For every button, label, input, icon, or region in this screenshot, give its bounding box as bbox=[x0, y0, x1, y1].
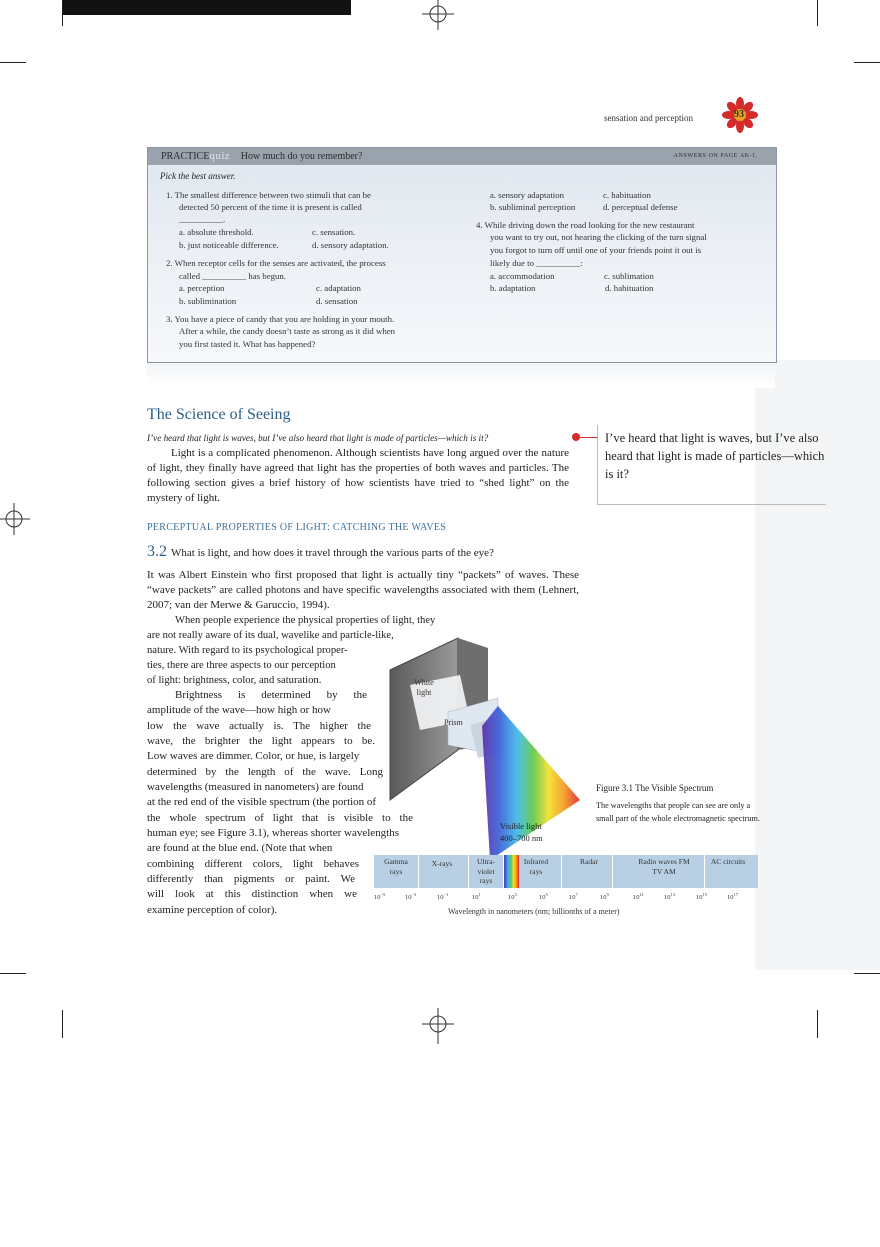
paragraph-4-line: are found at the blue end. (Note that when bbox=[147, 842, 333, 854]
quiz-q2-option-c: c. adaptation bbox=[316, 283, 361, 293]
quiz-q3-option-d: d. perceptual defense bbox=[603, 202, 678, 212]
quiz-q4-line: likely due to __________: bbox=[490, 258, 583, 268]
quiz-q1-line: 1. The smallest difference between two stimuli that can be bbox=[166, 190, 371, 200]
prism-illustration bbox=[370, 630, 590, 860]
crop-mark bbox=[854, 62, 880, 63]
quiz-shadow bbox=[147, 361, 775, 388]
paragraph-4-line: will look at this distinction when we bbox=[147, 888, 357, 900]
crop-mark bbox=[854, 973, 880, 974]
paragraph-4-line: Low waves are dimmer. Color, or hue, is largely bbox=[147, 750, 360, 762]
quiz-q1-option-b: b. just noticeable difference. bbox=[179, 240, 279, 250]
quiz-q3-option-a: a. sensory adaptation bbox=[490, 190, 565, 200]
paragraph-4-line: at the red end of the visible spectrum (the portion of bbox=[147, 796, 377, 808]
paragraph-4-line: differently than pigments or paint. We bbox=[147, 873, 355, 885]
quiz-q2-option-d: d. sensation bbox=[316, 296, 358, 306]
band-divider bbox=[704, 855, 705, 888]
tick-label: $10^{17}$ bbox=[727, 892, 738, 902]
tick-label: $10^{13}$ bbox=[664, 892, 675, 902]
visible-band bbox=[503, 855, 519, 888]
quiz-q4-line: you want to try out, not hearing the clicking of the turn signal bbox=[490, 232, 707, 242]
quiz-q4-line: you forgot to turn off until one of your friends point it out is bbox=[490, 245, 702, 255]
band-divider bbox=[561, 855, 562, 888]
quiz-q4-option-c: c. sublimation bbox=[604, 271, 654, 281]
quiz-subtitle: How much do you remember? bbox=[240, 151, 363, 162]
registration-mark-icon bbox=[420, 1008, 456, 1044]
learning-question-number: 3.2 bbox=[147, 543, 167, 560]
tick-label: $10^5$ bbox=[539, 892, 548, 902]
section-title: The Science of Seeing bbox=[147, 406, 291, 423]
subsection-heading: PERCEPTUAL PROPERTIES OF LIGHT: CATCHING THE WAVES bbox=[147, 522, 447, 533]
paragraph-4-line: wavelengths (measured in nanometers) are found bbox=[147, 781, 364, 793]
band-label: Radio waves FM TV AM bbox=[638, 857, 690, 876]
quiz-header-bar bbox=[148, 148, 776, 165]
axis-label: Wavelength in nanometers (nm; billionths of a meter) bbox=[448, 907, 620, 916]
tick-label: $10^{15}$ bbox=[696, 892, 707, 902]
quiz-q3-line: 3. You have a piece of candy that you are holding in your mouth. bbox=[166, 314, 395, 324]
quiz-q2-line: called __________ has begun. bbox=[179, 271, 287, 281]
registration-mark-icon bbox=[0, 503, 30, 535]
page-number: 93 bbox=[734, 109, 744, 120]
tick-label: $10^{-5}$ bbox=[374, 892, 386, 902]
band-divider bbox=[503, 855, 504, 888]
running-head: sensation and perception bbox=[604, 113, 693, 123]
paragraph-4-line: human eye; see Figure 3.1), whereas shorter wavelengths bbox=[147, 827, 400, 839]
band-divider bbox=[468, 855, 469, 888]
quiz-q1-option-d: d. sensory adaptation. bbox=[312, 240, 389, 250]
visible-range-label: 400–700 nm bbox=[500, 833, 543, 843]
quiz-q2-line: 2. When receptor cells for the senses are activated, the process bbox=[166, 258, 386, 268]
paragraph-1: Light is a complicated phenomenon. Although scientists have long argued over the nature of light, they finally have agreed that light has the properties of both waves and particles. The following section gives a brief history of how scientists have tried to “shed light” on the mystery of light. bbox=[147, 447, 569, 505]
printer-bar bbox=[62, 0, 351, 15]
quiz-q2-option-a: a. perception bbox=[179, 283, 225, 293]
band-label: X-rays bbox=[431, 859, 453, 868]
quiz-q4-option-d: d. habituation bbox=[605, 283, 654, 293]
paragraph-4-line: combining different colors, light behaves bbox=[147, 858, 359, 870]
quiz-q2-option-b: b. sublimination bbox=[179, 296, 237, 306]
paragraph-4-line: examine perception of color). bbox=[147, 904, 278, 916]
quiz-q1-line: detected 50 percent of the time it is present is called bbox=[179, 202, 362, 212]
quiz-q3-line: you first tasted it. What has happened? bbox=[179, 339, 316, 349]
tick-label: $10^{11}$ bbox=[633, 892, 644, 902]
quiz-q3-option-c: c. habituation bbox=[603, 190, 651, 200]
quiz-q4-option-a: a. accommodation bbox=[490, 271, 555, 281]
quiz-q4-option-b: b. adaptation bbox=[490, 283, 536, 293]
band-divider bbox=[418, 855, 419, 888]
quiz-q4-line: 4. While driving down the road looking for the new restaurant bbox=[476, 220, 695, 230]
band-label: Radar bbox=[580, 857, 598, 866]
paragraph-4-line: Brightness is determined by the bbox=[175, 689, 367, 701]
crop-mark bbox=[0, 62, 26, 63]
quiz-label-quiz: quiz bbox=[209, 150, 231, 162]
paragraph-3-line: When people experience the physical properties of light, they bbox=[175, 615, 436, 626]
registration-mark-icon bbox=[420, 0, 456, 30]
quiz-q1-option-a: a. absolute threshold. bbox=[179, 227, 254, 237]
paragraph-3-line: of light: brightness, color, and saturation. bbox=[147, 675, 322, 686]
paragraph-3-line: nature. With regard to its psychological proper- bbox=[147, 645, 348, 656]
quiz-q3-option-b: b. subliminal perception bbox=[490, 202, 576, 212]
tick-label: $10^3$ bbox=[508, 892, 517, 902]
paragraph-3-line: ties, there are three aspects to our perception bbox=[147, 660, 336, 671]
tick-label: $10^7$ bbox=[569, 892, 578, 902]
quiz-q1-option-c: c. sensation. bbox=[312, 227, 356, 237]
tick-label: $10^9$ bbox=[600, 892, 609, 902]
quiz-instruction: Pick the best answer. bbox=[160, 171, 236, 181]
crop-mark bbox=[62, 1010, 63, 1038]
paragraph-4-line: determined by the length of the wave. Long bbox=[147, 766, 383, 778]
crop-mark bbox=[817, 1010, 818, 1038]
marker-line bbox=[580, 437, 597, 438]
tick-label: $10^{-3}$ bbox=[405, 892, 417, 902]
crop-mark bbox=[817, 0, 818, 26]
tick-label: $10^{-1}$ bbox=[437, 892, 449, 902]
paragraph-4-line: the whole spectrum of light that is visible to the bbox=[147, 812, 413, 824]
paragraph-3-line: are not really aware of its dual, wavelike and particle-like, bbox=[147, 630, 394, 641]
band-label: AC circuits bbox=[710, 857, 746, 866]
lead-question: I’ve heard that light is waves, but I’ve also heard that light is made of particles—which is it? bbox=[147, 433, 489, 443]
white-light-label: White light bbox=[414, 678, 434, 697]
crop-mark bbox=[0, 973, 26, 974]
tick-label: $10^1$ bbox=[472, 892, 481, 902]
band-divider bbox=[612, 855, 613, 888]
quiz-q1-line: __________. bbox=[179, 214, 226, 224]
quiz-answers-note: ANSWERS ON PAGE AK-1. bbox=[673, 153, 758, 159]
visible-light-label: Visible light bbox=[500, 821, 542, 831]
quiz-label-practice: PRACTICE bbox=[161, 151, 210, 162]
band-label: Infrared rays bbox=[523, 857, 549, 876]
quiz-q3-line: After a while, the candy doesn’t taste as strong as it did when bbox=[179, 326, 396, 336]
paragraph-4-line: wave, the brighter the light appears to be. bbox=[147, 735, 375, 747]
paragraph-4-line: amplitude of the wave—how high or how bbox=[147, 704, 331, 716]
paragraph-4-line: low the wave actually is. The higher the bbox=[147, 720, 371, 732]
crop-mark bbox=[62, 0, 63, 26]
marker-dot-icon bbox=[572, 433, 580, 441]
figure-caption-body: The wavelengths that people can see are only a small part of the whole electromagnetic spectrum. bbox=[596, 801, 760, 823]
margin-question: I’ve heard that light is waves, but I’ve also heard that light is made of particles—which is it? bbox=[597, 425, 826, 505]
learning-question-text: What is light, and how does it travel through the various parts of the eye? bbox=[171, 547, 494, 559]
band-label: Ultra-violet rays bbox=[477, 857, 495, 885]
band-label: Gamma rays bbox=[384, 857, 408, 876]
prism-label: Prism bbox=[444, 718, 463, 727]
learning-question bbox=[147, 543, 494, 561]
figure-caption-title: Figure 3.1 The Visible Spectrum bbox=[596, 783, 714, 793]
paragraph-2: It was Albert Einstein who first proposed that light is actually tiny “packets” of waves. These “wave packets” are called photons and have specific wavelengths associated with them (Lehnert, 2007; van der Merwe & Garuccio, 1994). bbox=[147, 569, 579, 612]
